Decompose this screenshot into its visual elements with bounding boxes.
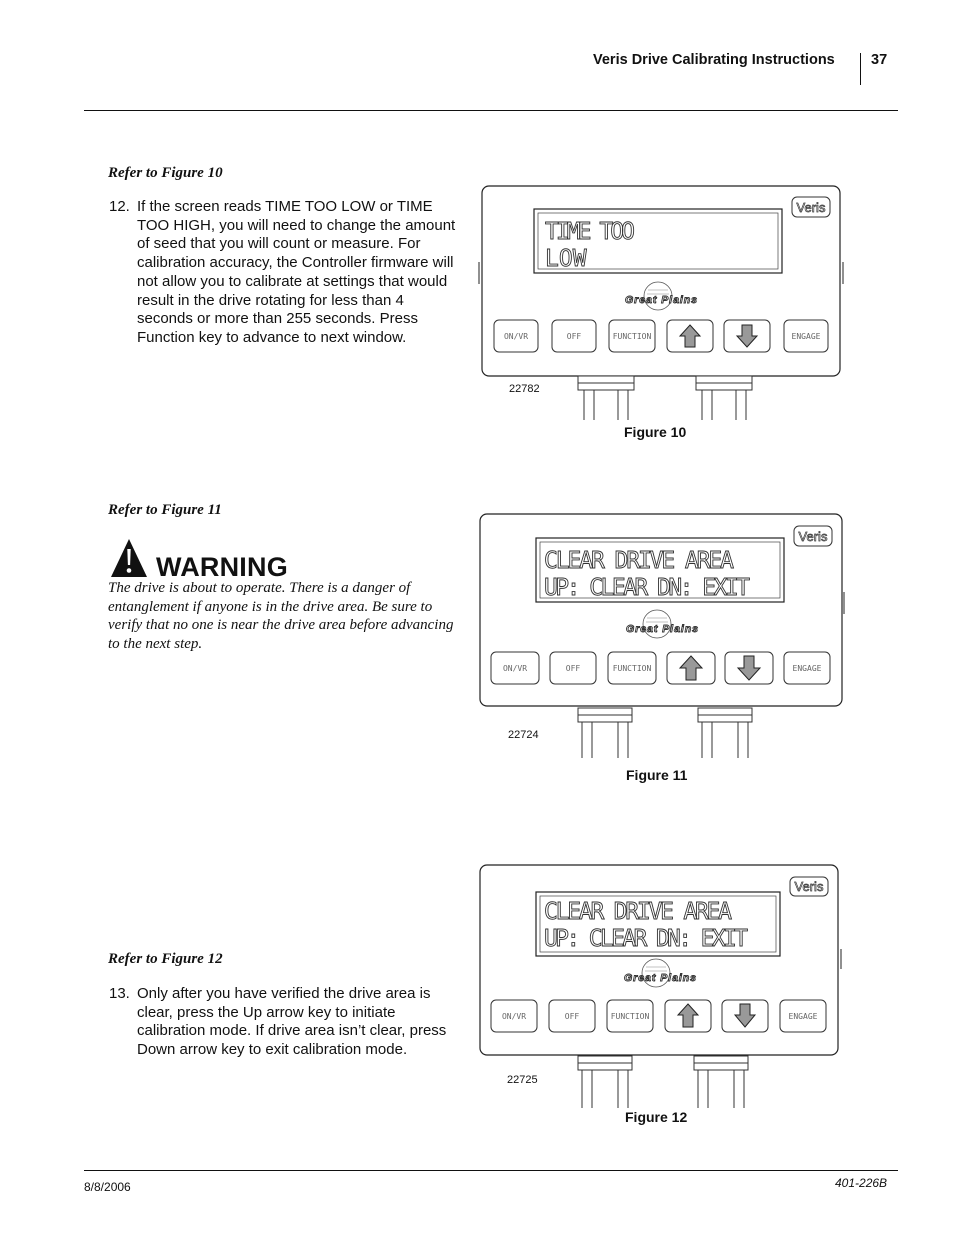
on-vr-button[interactable] [491, 652, 539, 684]
function-button[interactable] [608, 652, 656, 684]
svg-text:ON/VR: ON/VR [501, 1012, 527, 1021]
warning-text: The drive is about to operate. There is a danger of entanglement if anyone is in the drive area. Be sure to verify that no one is near the drive area before advancing to the next step. [108, 580, 454, 652]
controller-illustration [472, 512, 846, 760]
lcd-line-2: UP: CLEAR DN: EXIT [544, 926, 748, 952]
svg-text:Great Plains: Great Plains [626, 623, 698, 635]
cable-connector-right [696, 376, 752, 420]
cable-connector-left [578, 708, 632, 758]
up-arrow-button[interactable] [667, 320, 713, 352]
step-number: 12. [109, 198, 130, 215]
svg-text:ENGAGE: ENGAGE [788, 1012, 818, 1021]
header-rule [84, 110, 898, 111]
svg-text:FUNCTION: FUNCTION [612, 332, 652, 341]
warning-title: WARNING [156, 552, 288, 582]
engage-button[interactable] [784, 320, 828, 352]
svg-text:OFF: OFF [565, 664, 581, 673]
page-number: 37 [871, 52, 888, 68]
figure-reference: Refer to Figure 11 [108, 502, 222, 518]
lcd-line-2: LOW [545, 246, 587, 272]
lcd-line-1: CLEAR DRIVE AREA [544, 899, 732, 925]
svg-text:Great Plains: Great Plains [625, 294, 697, 306]
on-vr-button[interactable] [494, 320, 538, 352]
svg-text:ENGAGE: ENGAGE [792, 664, 822, 673]
figure-reference: Refer to Figure 10 [108, 165, 223, 181]
header-divider [860, 53, 861, 85]
svg-text:ENGAGE: ENGAGE [791, 332, 821, 341]
part-number: 22724 [508, 729, 539, 741]
cable-connector-right [698, 708, 752, 758]
up-arrow-button[interactable] [667, 652, 715, 684]
cable-connector-left [578, 376, 634, 420]
step-text: If the screen reads TIME TOO LOW or TIME TOO HIGH, you will need to change the amount of seed that you will count or measure. For calibration accuracy, the Controller firmware will not allow you to calibrate at settings that would result in the drive rotating for less than 4 seconds or more than 255 seconds. Press Function key to advance to next window. [137, 198, 456, 346]
part-number: 22782 [509, 383, 540, 395]
off-button[interactable] [552, 320, 596, 352]
figure-caption: Figure 11 [626, 767, 688, 783]
cable-connector-right [694, 1056, 748, 1108]
instruction-step [109, 198, 469, 348]
down-arrow-button[interactable] [722, 1000, 768, 1032]
off-button[interactable] [549, 1000, 595, 1032]
svg-text:FUNCTION: FUNCTION [610, 1012, 650, 1021]
engage-button[interactable] [784, 652, 830, 684]
function-button[interactable] [609, 320, 655, 352]
running-header-title: Veris Drive Calibrating Instructions [593, 52, 835, 68]
part-number: 22725 [507, 1074, 538, 1086]
instruction-step [109, 985, 469, 1065]
engage-button[interactable] [780, 1000, 826, 1032]
footer-rule [84, 1170, 898, 1171]
lcd-line-1: CLEAR DRIVE AREA [544, 548, 734, 574]
svg-text:ON/VR: ON/VR [503, 332, 529, 341]
veris-logo: Veris [798, 529, 828, 544]
footer-doc-number: 401-226B [835, 1176, 888, 1190]
veris-logo: Veris [794, 879, 824, 894]
figure-caption: Figure 10 [624, 424, 687, 440]
warning-icon [110, 538, 148, 578]
svg-text:OFF: OFF [566, 332, 582, 341]
svg-text:FUNCTION: FUNCTION [612, 664, 652, 673]
svg-text:Great Plains: Great Plains [624, 972, 696, 984]
cable-connector-left [578, 1056, 632, 1108]
step-number: 13. [109, 985, 130, 1002]
footer-date: 8/8/2006 [84, 1180, 131, 1194]
off-button[interactable] [550, 652, 596, 684]
on-vr-button[interactable] [491, 1000, 537, 1032]
lcd-line-1: TIME TOO [545, 219, 635, 245]
step-text: Only after you have verified the drive area is clear, press the Up arrow key to initiate calibration mode. If drive area isn’t clear, press Down arrow key to exit calibration mode. [137, 985, 447, 1059]
function-button[interactable] [607, 1000, 653, 1032]
down-arrow-button[interactable] [724, 320, 770, 352]
figure-reference: Refer to Figure 12 [108, 951, 223, 967]
down-arrow-button[interactable] [725, 652, 773, 684]
svg-text:ON/VR: ON/VR [502, 664, 528, 673]
veris-logo: Veris [796, 200, 826, 215]
lcd-line-2: UP: CLEAR DN: EXIT [544, 575, 750, 601]
up-arrow-button[interactable] [665, 1000, 711, 1032]
figure-caption: Figure 12 [625, 1109, 688, 1125]
svg-text:OFF: OFF [564, 1012, 580, 1021]
